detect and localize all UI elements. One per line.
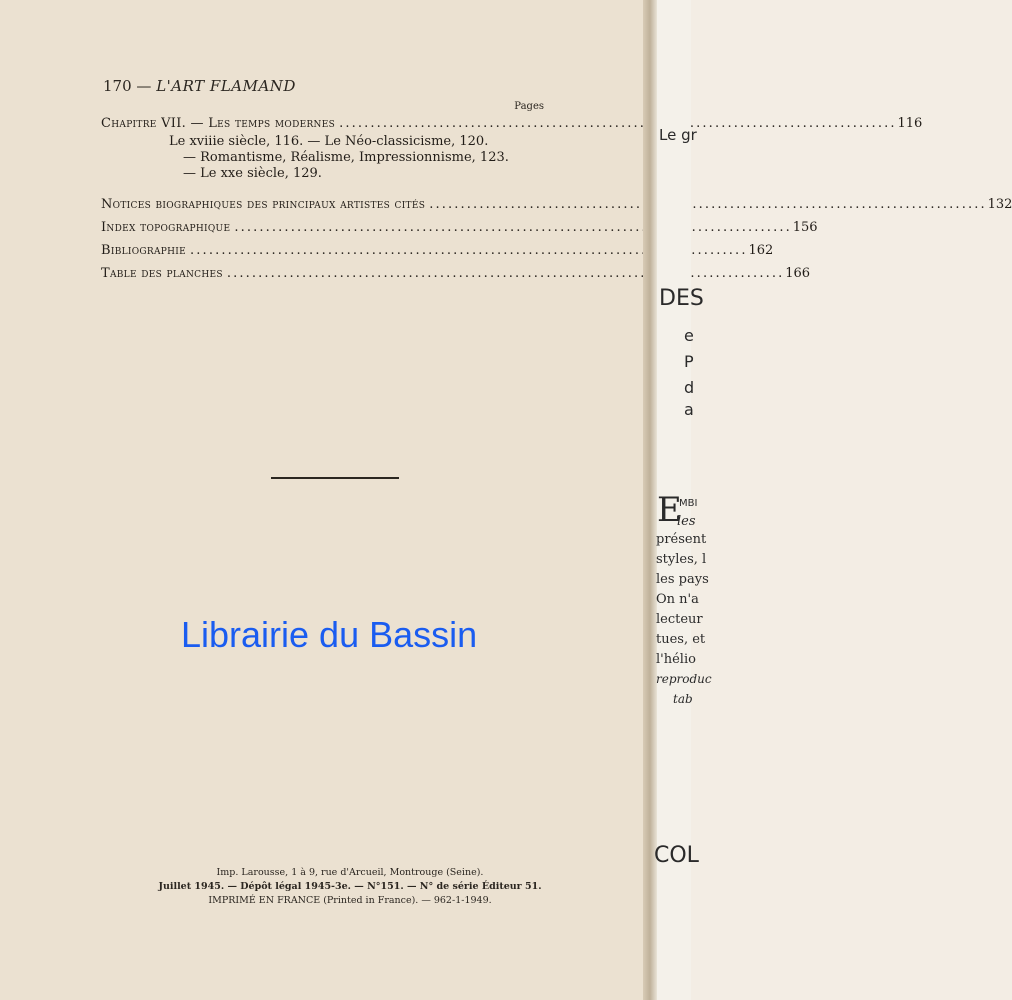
right-page xyxy=(654,0,712,1000)
leader-dots xyxy=(429,197,983,212)
toc-label: Bibliographie xyxy=(101,243,187,258)
toc-label: Table des planches xyxy=(101,266,223,281)
right-page-fragment: styles, l xyxy=(656,552,707,567)
toc-entry-planches xyxy=(101,266,811,281)
imprint-line: IMPRIMÉ EN FRANCE (Printed in France). — 962-1-1949. xyxy=(208,895,492,906)
toc-label: Notices biographiques des principaux artistes cités xyxy=(101,197,426,212)
right-page-fragment: P xyxy=(684,352,694,371)
toc-page: 162 xyxy=(748,243,774,258)
toc-sub-line: — Le xxe siècle, 129. xyxy=(183,166,322,181)
toc-page: 166 xyxy=(785,266,811,281)
right-page-fragment: lecteur xyxy=(656,612,703,627)
right-page-fragment: tab xyxy=(673,692,693,706)
toc-label: Chapitre VII. — Les temps modernes xyxy=(101,116,336,131)
leader-dots xyxy=(339,116,893,131)
right-page-fragment: DES xyxy=(659,286,704,311)
imprint-line: Imp. Larousse, 1 à 9, rue d'Arcueil, Montrouge (Seine). xyxy=(216,867,484,878)
right-page-fragment: reproduc xyxy=(656,672,712,686)
section-rule xyxy=(271,477,399,479)
right-page-fragment: tues, et xyxy=(656,632,706,647)
right-page-fragment: On n'a xyxy=(656,592,699,607)
toc-page: 132 xyxy=(987,197,1012,212)
toc-page: 116 xyxy=(897,116,923,131)
right-page-fragment: l'hélio xyxy=(656,652,696,667)
toc-page: 156 xyxy=(792,220,818,235)
right-page-fragment: présent xyxy=(656,532,707,547)
running-head xyxy=(103,77,296,95)
leader-dots xyxy=(234,220,788,235)
toc-chapter-7 xyxy=(101,116,923,131)
imprint-line: Juillet 1945. — Dépôt légal 1945-3e. — N°151. — N° de série Éditeur 51. xyxy=(158,881,542,892)
right-page-fragment: E xyxy=(657,490,682,530)
pages-label: Pages xyxy=(514,101,544,112)
toc-sub-line: — Romantisme, Réalisme, Impressionnisme, 123. xyxy=(183,150,509,165)
right-page-fragment: COL xyxy=(654,843,699,868)
toc-label: Index topographique xyxy=(101,220,231,235)
right-page-fragment: les xyxy=(677,514,696,529)
right-page-fragment: a xyxy=(684,400,694,419)
toc-entry-notices xyxy=(101,197,1012,212)
leader-dots xyxy=(227,266,781,281)
right-page-fragment: e xyxy=(684,326,694,345)
book-title: L'ART FLAMAND xyxy=(156,77,296,95)
toc-sub-line: Le xviiie siècle, 116. — Le Néo-classicisme, 120. xyxy=(169,134,489,149)
right-page-fragment: MBI xyxy=(679,498,698,509)
page-number: 170 — xyxy=(103,77,152,95)
right-page-fragment: les pays xyxy=(656,572,709,587)
right-page-fragment: d xyxy=(684,378,695,397)
watermark: Librairie du Bassin xyxy=(181,614,478,655)
toc-entry-bibliographie xyxy=(101,243,774,258)
right-page-fragment: Le gr xyxy=(659,126,697,144)
toc-entry-index xyxy=(101,220,818,235)
